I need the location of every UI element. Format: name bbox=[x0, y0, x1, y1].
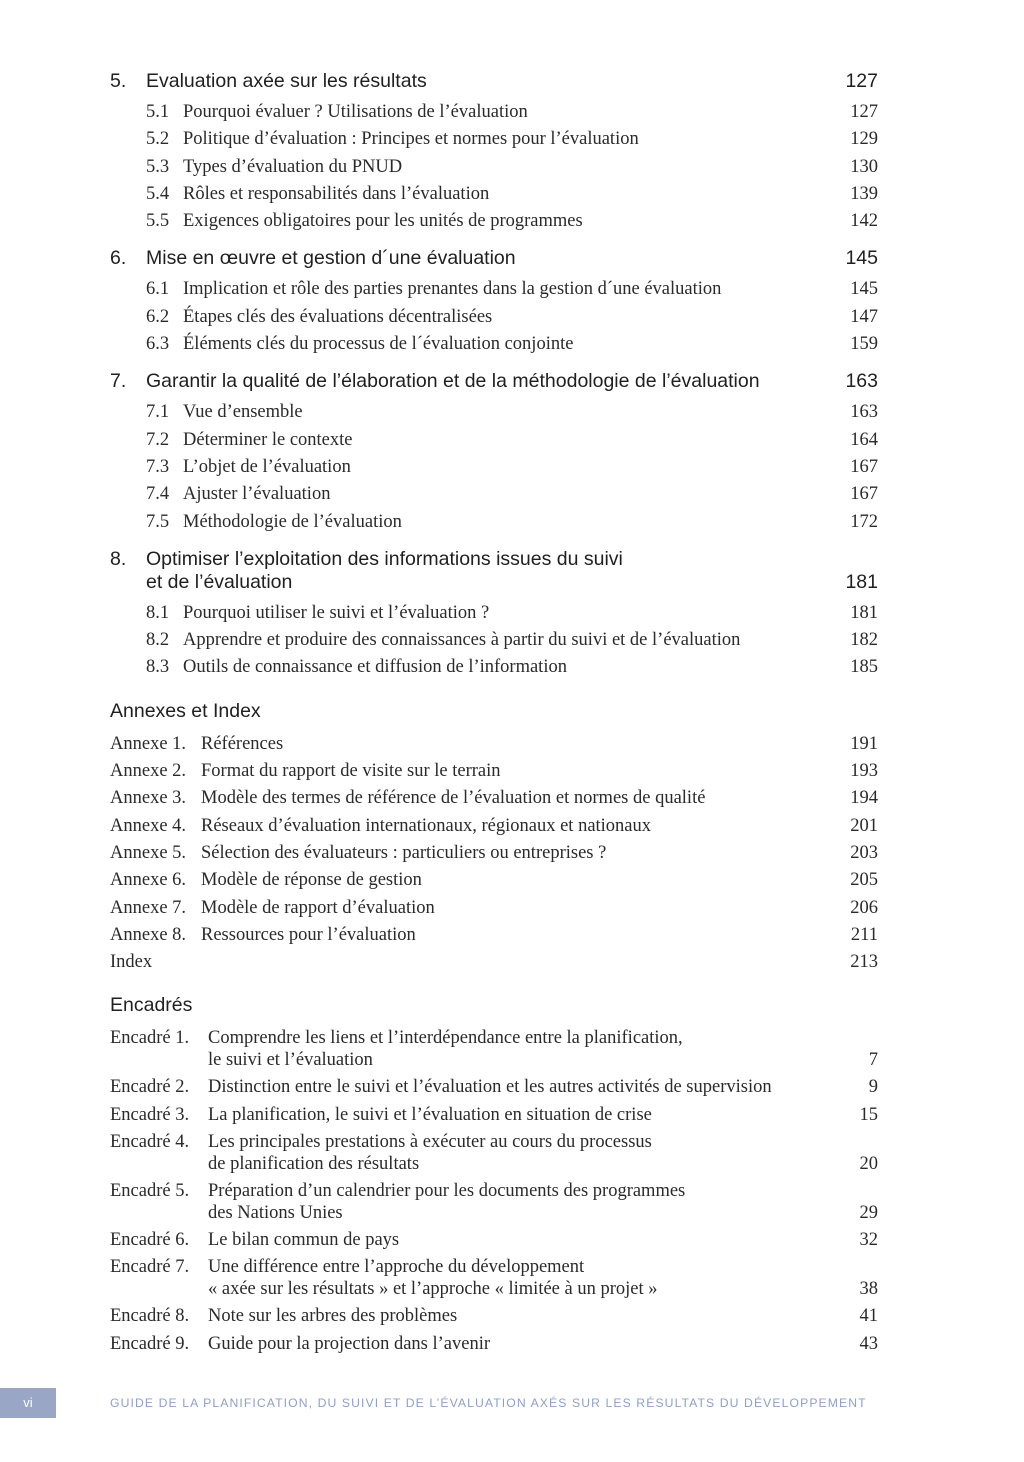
annex-title: Format du rapport de visite sur le terrain bbox=[201, 761, 501, 782]
box-title: Guide pour la projection dans l’avenir bbox=[208, 1333, 491, 1354]
toc-entry[interactable] bbox=[110, 600, 878, 627]
toc-entry[interactable] bbox=[110, 304, 878, 331]
chapter-number: 5. bbox=[110, 70, 127, 92]
chapter-heading[interactable] bbox=[110, 243, 878, 276]
entry-page: 127 bbox=[850, 102, 878, 122]
entry-number: 5.5 bbox=[146, 211, 170, 232]
box-title bbox=[208, 1027, 828, 1071]
chapter-title: Garantir la qualité de l’élaboration et de la méthodologie de l’évaluation bbox=[146, 370, 760, 393]
box-page: 9 bbox=[868, 1077, 878, 1098]
annex-page: 193 bbox=[850, 761, 878, 782]
box-entry[interactable] bbox=[110, 1129, 878, 1178]
box-entry[interactable] bbox=[110, 1331, 878, 1358]
annex-title: Modèle de réponse de gestion bbox=[201, 870, 422, 891]
entry-number: 8.1 bbox=[146, 602, 170, 623]
annex-title: Sélection des évaluateurs : particuliers ou entreprises ? bbox=[201, 842, 607, 863]
chapter-number: 8. bbox=[110, 547, 127, 570]
annex-number: Annexe 1. bbox=[110, 733, 187, 754]
entry-title: Types d’évaluation du PNUD bbox=[183, 156, 403, 177]
entry-page: 130 bbox=[850, 156, 878, 177]
toc-entry[interactable] bbox=[110, 509, 878, 536]
entry-number: 7.5 bbox=[146, 511, 170, 532]
annex-entry[interactable] bbox=[110, 867, 878, 894]
entry-title: L’objet de l’évaluation bbox=[183, 456, 351, 477]
annex-page: 194 bbox=[850, 788, 878, 809]
chapter-heading[interactable] bbox=[110, 366, 878, 399]
box-page: 15 bbox=[859, 1104, 878, 1125]
entry-number: 5.3 bbox=[146, 156, 170, 177]
chapter-page: 181 bbox=[845, 570, 878, 593]
toc-entry[interactable] bbox=[110, 154, 878, 181]
box-title-line2: « axée sur les résultats » et l’approche « limitée à un projet » bbox=[208, 1279, 658, 1300]
annex-title: Modèle des termes de référence de l’évaluation et normes de qualité bbox=[201, 788, 706, 809]
entry-number: 8.3 bbox=[146, 657, 170, 678]
box-title: La planification, le suivi et l’évaluation en situation de crise bbox=[208, 1104, 652, 1125]
toc-entry[interactable] bbox=[110, 276, 878, 303]
box-page: 38 bbox=[859, 1279, 878, 1300]
entry-page: 163 bbox=[850, 402, 878, 423]
entry-title: Étapes clés des évaluations décentralisées bbox=[183, 306, 493, 327]
entry-page: 139 bbox=[850, 183, 878, 204]
box-page: 7 bbox=[868, 1050, 878, 1071]
chapter-page: 127 bbox=[845, 70, 878, 92]
annex-title: Ressources pour l’évaluation bbox=[201, 924, 416, 945]
toc-chapter bbox=[110, 544, 878, 682]
box-number: Encadré 5. bbox=[110, 1181, 190, 1202]
entry-page: 164 bbox=[850, 429, 878, 450]
entry-page: 142 bbox=[850, 211, 878, 232]
entry-number: 6.2 bbox=[146, 306, 170, 327]
annex-page: 203 bbox=[850, 842, 878, 863]
box-entry[interactable] bbox=[110, 1074, 878, 1101]
entry-title: Éléments clés du processus de l´évaluation conjointe bbox=[183, 334, 574, 355]
entry-title: Pourquoi utiliser le suivi et l’évaluation ? bbox=[183, 602, 490, 623]
annex-number: Annexe 5. bbox=[110, 842, 187, 863]
annex-entry[interactable] bbox=[110, 840, 878, 867]
entry-title: Vue d’ensemble bbox=[183, 402, 303, 423]
annex-entry[interactable] bbox=[110, 922, 878, 949]
annex-number: Annexe 2. bbox=[110, 761, 187, 782]
chapter-number: 6. bbox=[110, 247, 127, 270]
box-number: Encadré 4. bbox=[110, 1132, 190, 1153]
annex-entry[interactable] bbox=[110, 895, 878, 922]
page-number-tab: vi bbox=[0, 1388, 56, 1418]
index-page: 213 bbox=[850, 952, 878, 973]
box-page: 29 bbox=[859, 1203, 878, 1224]
boxes-title: Encadrés bbox=[110, 994, 193, 1017]
table-of-contents bbox=[110, 66, 878, 1358]
annex-page: 211 bbox=[850, 924, 878, 945]
entry-title: Pourquoi évaluer ? Utilisations de l’évaluation bbox=[183, 102, 528, 122]
box-number: Encadré 8. bbox=[110, 1306, 190, 1327]
entry-title: Rôles et responsabilités dans l’évaluation bbox=[183, 183, 490, 204]
annex-entry[interactable] bbox=[110, 785, 878, 812]
entry-title: Déterminer le contexte bbox=[183, 429, 353, 450]
entry-page: 129 bbox=[850, 129, 878, 150]
box-number: Encadré 3. bbox=[110, 1104, 190, 1125]
annex-page: 201 bbox=[850, 815, 878, 836]
entry-number: 6.3 bbox=[146, 334, 170, 355]
annex-number: Annexe 8. bbox=[110, 924, 187, 945]
toc-entry[interactable] bbox=[110, 654, 878, 681]
chapter-page: 163 bbox=[845, 370, 878, 393]
entry-number: 7.2 bbox=[146, 429, 170, 450]
toc-chapter bbox=[110, 243, 878, 358]
box-title: Distinction entre le suivi et l’évaluation et les autres activités de supervision bbox=[208, 1077, 772, 1098]
box-title bbox=[208, 1256, 828, 1300]
annex-entry[interactable] bbox=[110, 758, 878, 785]
entry-title: Politique d’évaluation : Principes et normes pour l’évaluation bbox=[183, 129, 639, 150]
chapter-number: 7. bbox=[110, 370, 127, 393]
box-number: Encadré 6. bbox=[110, 1230, 190, 1251]
entry-number: 7.4 bbox=[146, 484, 170, 505]
toc-chapter bbox=[110, 366, 878, 535]
box-entry[interactable] bbox=[110, 1102, 878, 1129]
entry-number: 8.2 bbox=[146, 630, 170, 651]
box-title-line1: Préparation d’un calendrier pour les documents des programmes bbox=[208, 1181, 686, 1202]
annex-number: Annexe 4. bbox=[110, 815, 187, 836]
box-title-line2: de planification des résultats bbox=[208, 1154, 420, 1175]
toc-entry[interactable] bbox=[110, 208, 878, 235]
box-number: Encadré 7. bbox=[110, 1257, 190, 1278]
toc-entry[interactable] bbox=[110, 481, 878, 508]
annex-title: Références bbox=[201, 733, 284, 754]
annex-title: Modèle de rapport d’évaluation bbox=[201, 897, 435, 918]
box-title-line2: le suivi et l’évaluation bbox=[208, 1050, 373, 1071]
annexes-title: Annexes et Index bbox=[110, 699, 261, 722]
annex-entry[interactable] bbox=[110, 731, 878, 758]
toc-entry[interactable] bbox=[110, 454, 878, 481]
toc-chapter bbox=[110, 66, 878, 235]
toc-entry[interactable] bbox=[110, 126, 878, 153]
box-title-line1: Comprendre les liens et l’interdépendance entre la planification, bbox=[208, 1028, 683, 1049]
entry-number: 7.1 bbox=[146, 402, 170, 423]
entry-number: 6.1 bbox=[146, 279, 170, 300]
annex-title: Réseaux d’évaluation internationaux, régionaux et nationaux bbox=[201, 815, 652, 836]
entry-number: 5.1 bbox=[146, 102, 170, 122]
annexes-section bbox=[110, 700, 878, 977]
running-footer: GUIDE DE LA PLANIFICATION, DU SUIVI ET DE L’ÉVALUATION AXÉS SUR LES RÉSULTATS DU DÉVELOPPEMENT bbox=[110, 1396, 867, 1410]
box-title bbox=[208, 1180, 828, 1224]
index-entry[interactable] bbox=[110, 949, 878, 976]
box-number: Encadré 2. bbox=[110, 1077, 190, 1098]
annex-entry[interactable] bbox=[110, 813, 878, 840]
entry-title: Exigences obligatoires pour les unités de programmes bbox=[183, 211, 583, 232]
annex-page: 191 bbox=[850, 733, 878, 754]
annex-number: Annexe 7. bbox=[110, 897, 187, 918]
annex-page: 205 bbox=[850, 870, 878, 891]
box-page: 32 bbox=[859, 1230, 878, 1251]
box-entry[interactable] bbox=[110, 1303, 878, 1330]
chapter-title: Evaluation axée sur les résultats bbox=[146, 70, 427, 92]
entry-page: 159 bbox=[850, 334, 878, 355]
entry-page: 181 bbox=[850, 602, 878, 623]
entry-number: 5.4 bbox=[146, 183, 170, 204]
toc-entry[interactable] bbox=[110, 331, 878, 358]
chapter-heading[interactable] bbox=[110, 66, 878, 99]
box-page: 20 bbox=[859, 1154, 878, 1175]
toc-entry[interactable] bbox=[110, 181, 878, 208]
index-label: Index bbox=[110, 952, 153, 973]
box-title: Le bilan commun de pays bbox=[208, 1230, 400, 1251]
box-entry[interactable] bbox=[110, 1178, 878, 1227]
chapter-heading[interactable] bbox=[110, 544, 878, 600]
chapter-page: 145 bbox=[845, 247, 878, 270]
entry-number: 5.2 bbox=[146, 129, 170, 150]
entry-page: 145 bbox=[850, 279, 878, 300]
box-entry[interactable] bbox=[110, 1254, 878, 1303]
entry-title: Ajuster l’évaluation bbox=[183, 484, 331, 505]
annex-page: 206 bbox=[850, 897, 878, 918]
box-entry[interactable] bbox=[110, 1227, 878, 1254]
entry-number: 7.3 bbox=[146, 456, 170, 477]
box-number: Encadré 1. bbox=[110, 1028, 190, 1049]
chapter-title-line1: Optimiser l’exploitation des informations issues du suivi bbox=[146, 547, 623, 570]
box-entry[interactable] bbox=[110, 1025, 878, 1074]
box-number: Encadré 9. bbox=[110, 1333, 190, 1354]
annex-number: Annexe 3. bbox=[110, 788, 187, 809]
entry-page: 182 bbox=[850, 630, 878, 651]
chapter-title-line2: et de l’évaluation bbox=[146, 570, 293, 593]
toc-entry[interactable] bbox=[110, 427, 878, 454]
toc-entry[interactable] bbox=[110, 627, 878, 654]
chapter-title: Mise en œuvre et gestion d´une évaluation bbox=[146, 247, 516, 270]
box-title-line2: des Nations Unies bbox=[208, 1203, 343, 1224]
entry-title: Outils de connaissance et diffusion de l’information bbox=[183, 657, 567, 678]
entry-title: Méthodologie de l’évaluation bbox=[183, 511, 402, 532]
entry-page: 172 bbox=[850, 511, 878, 532]
box-title: Note sur les arbres des problèmes bbox=[208, 1306, 458, 1327]
box-title bbox=[208, 1131, 828, 1175]
box-page: 41 bbox=[859, 1306, 878, 1327]
entry-title: Apprendre et produire des connaissances à partir du suivi et de l’évaluation bbox=[183, 630, 741, 651]
box-title-line1: Une différence entre l’approche du développement bbox=[208, 1257, 585, 1278]
boxes-section bbox=[110, 994, 878, 1357]
entry-page: 167 bbox=[850, 456, 878, 477]
entry-page: 147 bbox=[850, 306, 878, 327]
annex-number: Annexe 6. bbox=[110, 870, 187, 891]
entry-page: 185 bbox=[850, 657, 878, 678]
box-title-line1: Les principales prestations à exécuter au cours du processus bbox=[208, 1132, 652, 1153]
toc-entry[interactable] bbox=[110, 399, 878, 426]
entry-page: 167 bbox=[850, 484, 878, 505]
entry-title: Implication et rôle des parties prenantes dans la gestion d´une évaluation bbox=[183, 279, 722, 300]
chapter-title bbox=[146, 548, 828, 594]
toc-entry[interactable] bbox=[110, 99, 878, 126]
box-page: 43 bbox=[859, 1333, 878, 1354]
